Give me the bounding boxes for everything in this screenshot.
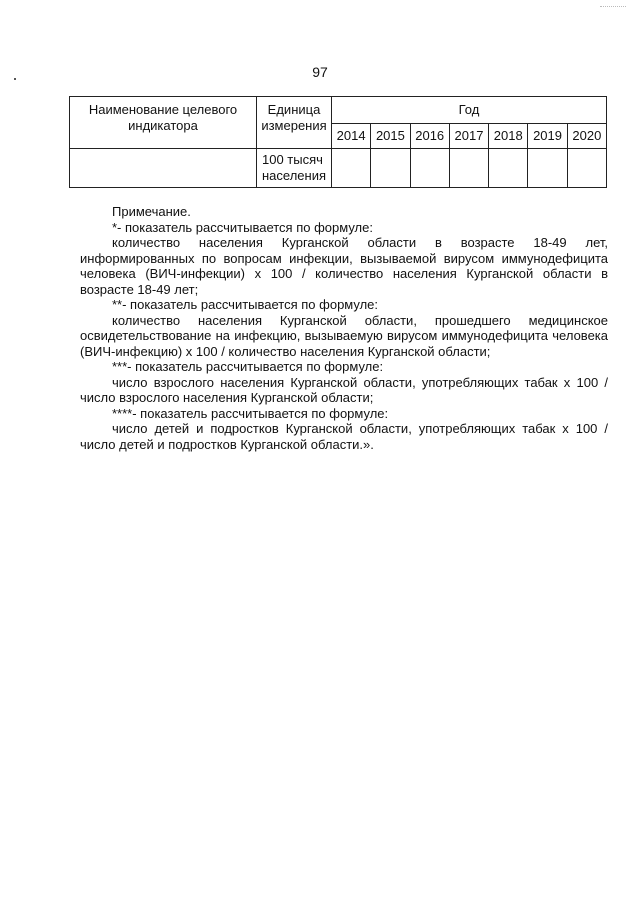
- note-1-label: *- показатель рассчитывается по формуле:: [112, 219, 373, 235]
- cell-value-2017: [449, 149, 488, 188]
- cell-value-2015: [371, 149, 410, 188]
- cell-value-2019: [528, 149, 567, 188]
- cell-unit: 100 тысяч населения: [257, 149, 332, 188]
- note-1-formula: количество населения Курганской области в возрасте 18-49 лет, информированных по вопросам инфекции, вызываемой вирусом иммунодефицита человека (ВИЧ-инфекции) х 100 / количество населения Курганской области в возрасте 18-49 лет;: [80, 235, 608, 297]
- cell-indicator-name: [70, 149, 257, 188]
- header-indicator-name: Наименование целевого индикатора: [70, 97, 257, 149]
- cell-value-2014: [332, 149, 371, 188]
- header-year-2017: 2017: [449, 124, 488, 149]
- header-year-2014: 2014: [332, 124, 371, 149]
- notes-title: Примечание.: [112, 204, 191, 219]
- header-unit: Единица измерения: [257, 97, 332, 149]
- cell-value-2018: [489, 149, 528, 188]
- notes-section: [80, 204, 608, 452]
- table-header-row: [70, 97, 607, 124]
- note-3-formula: число взрослого населения Курганской области, употребляющих табак х 100 / число взрослого населения Курганской области;: [80, 374, 608, 405]
- header-year-2019: 2019: [528, 124, 567, 149]
- indicator-table: [69, 96, 607, 188]
- note-3-label: ***- показатель рассчитывается по формуле:: [112, 359, 384, 374]
- cell-value-2020: [567, 149, 606, 188]
- scan-artifact: [600, 6, 626, 9]
- page-number: 97: [312, 64, 328, 80]
- table-row: [70, 149, 607, 188]
- header-year-2020: 2020: [567, 124, 606, 149]
- cell-value-2016: [410, 149, 449, 188]
- note-4-label: ****- показатель рассчитывается по формуле:: [112, 405, 389, 421]
- header-year-2015: 2015: [371, 124, 410, 149]
- header-year-2016: 2016: [410, 124, 449, 149]
- header-year-2018: 2018: [489, 124, 528, 149]
- note-2-label: **- показатель рассчитывается по формуле:: [112, 297, 379, 312]
- note-4-formula: число детей и подростков Курганской области, употребляющих табак х 100 / число детей и подростков Курганской области.».: [80, 421, 608, 452]
- header-year-group: Год: [332, 97, 607, 124]
- note-2-formula: количество населения Курганской области, прошедшего медицинское освидетельствование на инфекцию, вызываемую вирусом иммунодефицита человека (ВИЧ-инфекцию) х 100 / количество населения Курганской области;: [80, 312, 608, 359]
